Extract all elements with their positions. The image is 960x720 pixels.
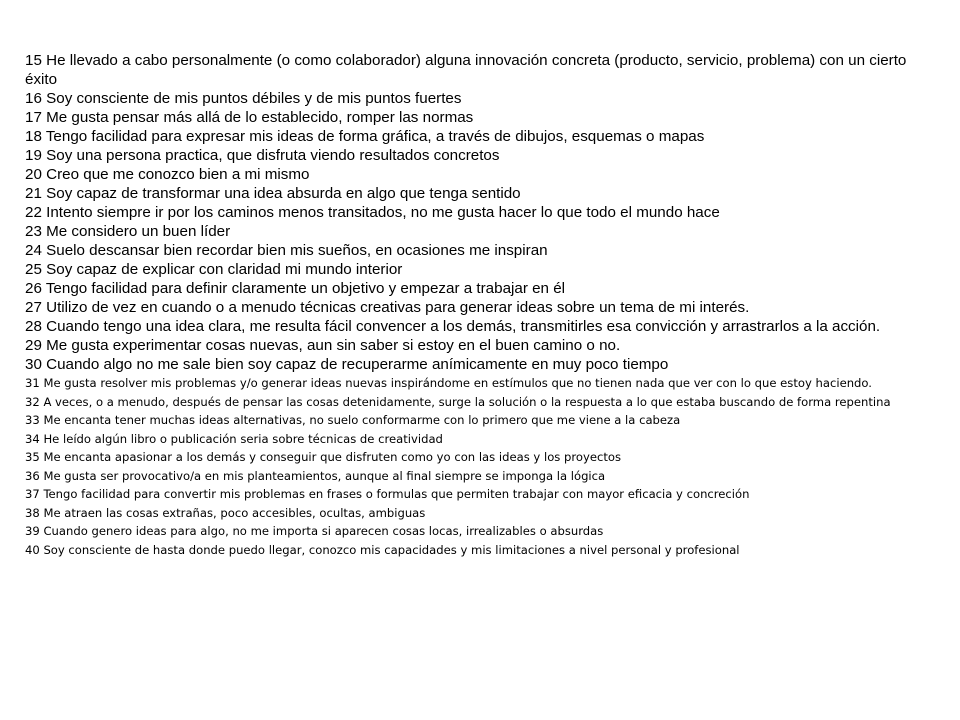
item-21: 21 Soy capaz de transformar una idea absurda en algo que tenga sentido xyxy=(25,185,521,202)
item-24: 24 Suelo descansar bien recordar bien mis sueños, en ocasiones me inspiran xyxy=(25,242,548,259)
item-39: 39 Cuando genero ideas para algo, no me importa si aparecen cosas locas, irrealizables o absurdas xyxy=(25,524,604,538)
item-23: 23 Me considero un buen líder xyxy=(25,223,231,240)
item-34: 34 He leído algún libro o publicación seria sobre técnicas de creatividad xyxy=(25,431,443,446)
item-31: 31 Me gusta resolver mis problemas y/o generar ideas nuevas inspirándome en estímulos que no tienen nada que ver con lo que estoy haciendo. xyxy=(25,376,872,390)
item-15: 15 He llevado a cabo personalmente (o como colaborador) alguna innovación concreta (producto, servicio, problema) con un cierto éxito xyxy=(25,52,907,88)
item-17: 17 Me gusta pensar más allá de lo establecido, romper las normas xyxy=(25,109,474,126)
item-16: 16 Soy consciente de mis puntos débiles y de mis puntos fuertes xyxy=(25,90,462,107)
item-19: 19 Soy una persona practica, que disfruta viendo resultados concretos xyxy=(25,147,500,164)
item-36: 36 Me gusta ser provocativo/a en mis planteamientos, aunque al final siempre se imponga la lógica xyxy=(25,468,606,483)
item-30: 30 Cuando algo no me sale bien soy capaz de recuperarme anímicamente en muy poco tiempo xyxy=(25,356,669,373)
item-32: 32 A veces, o a menudo, después de pensar las cosas detenidamente, surge la solución o la respuesta a lo que estaba buscando de forma repentina xyxy=(25,394,891,409)
item-18: 18 Tengo facilidad para expresar mis ideas de forma gráfica, a través de dibujos, esquemas o mapas xyxy=(25,128,705,145)
item-25: 25 Soy capaz de explicar con claridad mi mundo interior xyxy=(25,261,403,278)
item-29: 29 Me gusta experimentar cosas nuevas, aun sin saber si estoy en el buen camino o no. xyxy=(25,337,621,354)
item-20: 20 Creo que me conozco bien a mi mismo xyxy=(25,166,310,183)
item-28: 28 Cuando tengo una idea clara, me resulta fácil convencer a los demás, transmitirles esa convicción y arrastrarlos a la acción. xyxy=(25,318,881,335)
item-37: 37 Tengo facilidad para convertir mis problemas en frases o formulas que permiten trabajar con mayor eficacia y concreción xyxy=(25,487,750,501)
item-40: 40 Soy consciente de hasta donde puedo llegar, conozco mis capacidades y mis limitaciones a nivel personal y profesional xyxy=(25,542,740,557)
item-27: 27 Utilizo de vez en cuando o a menudo técnicas creativas para generar ideas sobre un tema de mi interés. xyxy=(25,299,750,316)
item-35: 35 Me encanta apasionar a los demás y conseguir que disfruten como yo con las ideas y los proyectos xyxy=(25,450,622,464)
item-22: 22 Intento siempre ir por los caminos menos transitados, no me gusta hacer lo que todo el mundo hace xyxy=(25,204,720,221)
item-26: 26 Tengo facilidad para definir claramente un objetivo y empezar a trabajar en él xyxy=(25,280,566,297)
item-38: 38 Me atraen las cosas extrañas, poco accesibles, ocultas, ambiguas xyxy=(25,505,426,520)
item-33: 33 Me encanta tener muchas ideas alternativas, no suelo conformarme con lo primero que me viene a la cabeza xyxy=(25,413,681,427)
questionnaire-list xyxy=(25,51,925,559)
